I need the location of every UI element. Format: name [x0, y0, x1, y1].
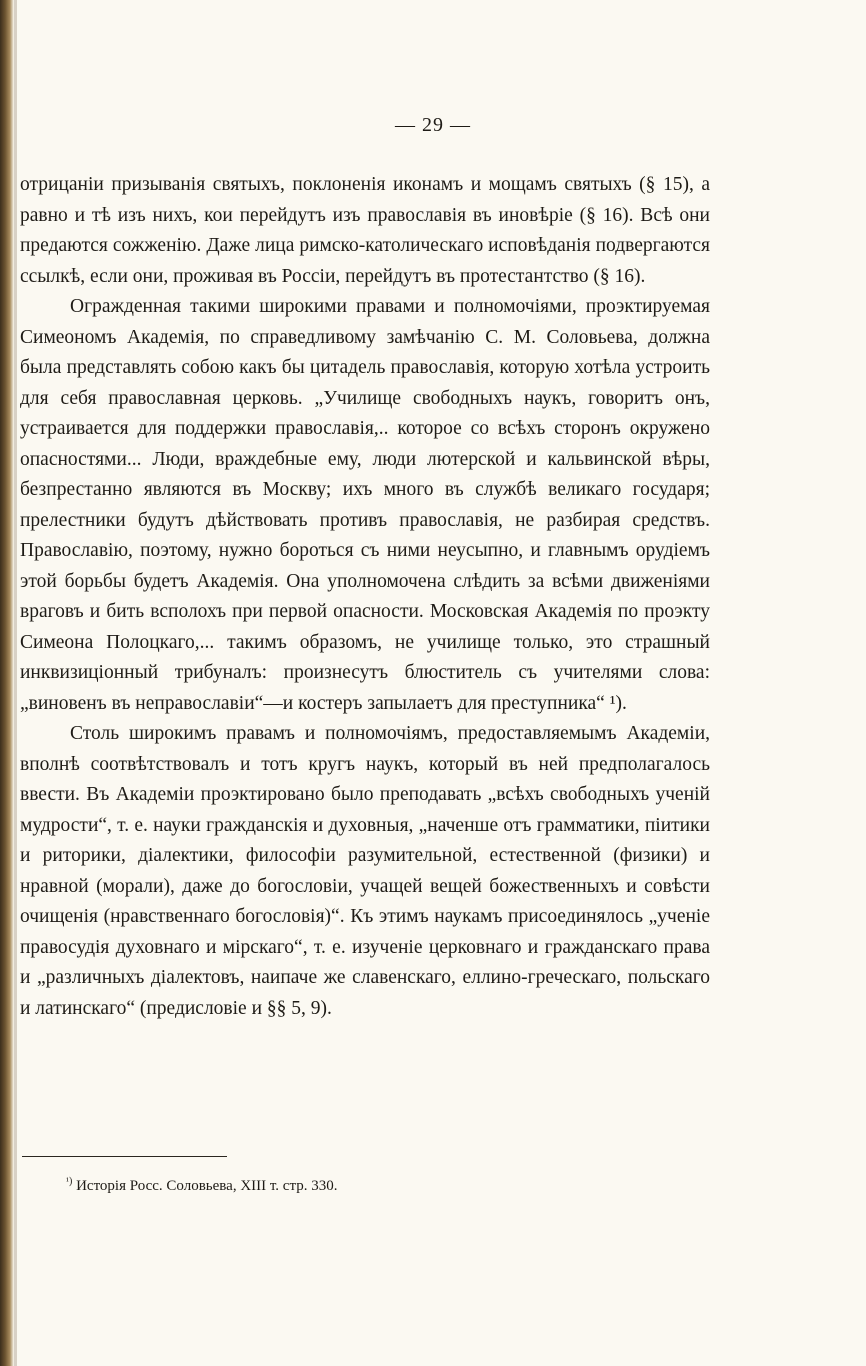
footnote-marker: ¹) — [66, 1176, 73, 1187]
footnote-text: Исторія Росс. Соловьева, XIII т. стр. 330. — [76, 1178, 338, 1194]
book-spine-binding — [14, 0, 17, 1366]
footnote-divider — [22, 1156, 227, 1157]
paragraph-academy-sciences: Столь широкимъ правамъ и полномочіямъ, предоставляемымъ Академіи, вполнѣ соотвѣтствовалъ и тотъ кругъ наукъ, который въ ней предполагалось ввести. Въ Академіи проэктировано было преподавать „всѣхъ свободныхъ ученій мудрости“, т. е. науки гражданскія и духовныя, „наченше отъ грамматики, піитики и риторики, діалектики, философіи разумительной, естественной (физики) и нравной (морали), даже до богословіи, учащей вещей божественныхъ и совѣсти очищенія (нравственнаго богословія)“. Къ этимъ наукамъ присоединялось „ученіе правосудія духовнаго и мірскаго“, т. е. изученіе церковнаго и гражданскаго права и „различныхъ діалектовъ, наипаче же славенскаго, еллино-греческаго, польскаго и латинскаго“ (предисловіе и §§ 5, 9). — [20, 723, 710, 1019]
paragraph-continuation: отрицаніи призыванія святыхъ, поклоненія иконамъ и мощамъ святыхъ (§ 15), а равно и тѣ изъ нихъ, кои перейдутъ изъ православія въ иновѣріе (§ 16). Всѣ они предаются сожженію. Даже лица римско-католическаго исповѣданія подвергаются ссылкѣ, если они, проживая въ Россіи, перейдутъ въ протестантство (§ 16). — [20, 174, 710, 287]
body-text — [20, 170, 710, 1024]
footnote — [66, 1172, 337, 1196]
paragraph-academy-rights: Огражденная такими широкими правами и полномочіями, проэктируемая Симеономъ Академія, по справедливому замѣчанію С. М. Соловьева, должна была представлять собою какъ бы цитадель православія, которую хотѣла устроить для себя православная церковь. „Училище свободныхъ наукъ, говоритъ онъ, устраивается для поддержки православія,.. которое со всѣхъ сторонъ окружено опасностями... Люди, враждебные ему, люди лютерской и кальвинской вѣры, безпрестанно являются въ Москву; ихъ много въ службѣ великаго государя; прелестники будутъ дѣйствовать противъ православія, не разбирая средствъ. Православію, поэтому, нужно бороться съ ними неусыпно, и главнымъ орудіемъ этой борьбы будетъ Академія. Она уполномочена слѣдить за всѣми движеніями враговъ и бить всполохъ при первой опасности. Московская Академія по проэкту Симеона Полоцкаго,... такимъ образомъ, не училище только, это страшный инквизиціонный трибуналъ: произнесутъ блюститель съ учителями слова: „виновенъ въ неправославіи“—и костеръ запылаетъ для преступника“ ¹). — [20, 296, 710, 714]
page-number: — 29 — — [395, 114, 471, 136]
book-spine-shadow — [0, 0, 14, 1366]
